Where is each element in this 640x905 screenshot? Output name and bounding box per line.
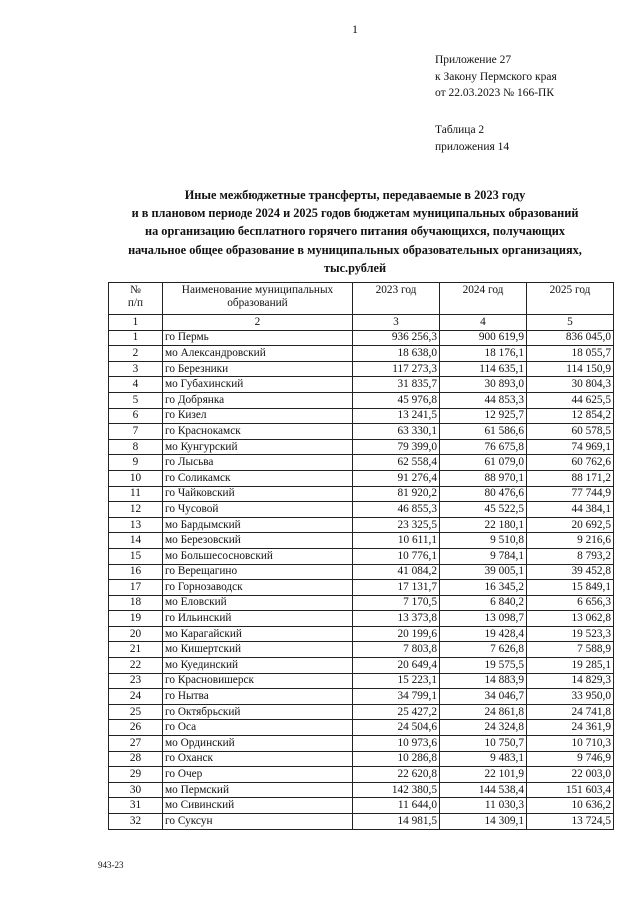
value-2025: 15 849,1: [527, 580, 614, 596]
header-number-line: п/п: [127, 297, 144, 309]
value-2024: 61 586,6: [440, 424, 527, 440]
row-number: 15: [109, 548, 163, 564]
table-row: [109, 377, 614, 393]
column-index: 5: [527, 315, 614, 331]
value-2023: 117 273,3: [353, 361, 440, 377]
value-2025: 836 045,0: [527, 330, 614, 346]
row-number: 9: [109, 455, 163, 471]
value-2024: 11 030,3: [440, 798, 527, 814]
value-2024: 9 483,1: [440, 751, 527, 767]
row-number: 23: [109, 673, 163, 689]
row-number: 7: [109, 424, 163, 440]
column-index: 1: [109, 315, 163, 331]
column-index: 3: [353, 315, 440, 331]
value-2025: 19 523,3: [527, 626, 614, 642]
municipality-name: го Соликамск: [163, 470, 353, 486]
value-2023: 91 276,4: [353, 470, 440, 486]
value-2023: 15 223,1: [353, 673, 440, 689]
value-2023: 34 799,1: [353, 689, 440, 705]
municipality-name: го Лысьва: [163, 455, 353, 471]
value-2023: 18 638,0: [353, 346, 440, 362]
appendix-line: от 22.03.2023 № 166-ПК: [435, 87, 555, 99]
value-2024: 34 046,7: [440, 689, 527, 705]
municipality-name: го Пермь: [163, 330, 353, 346]
value-2025: 18 055,7: [527, 346, 614, 362]
value-2025: 8 793,2: [527, 548, 614, 564]
row-number: 20: [109, 626, 163, 642]
value-2025: 10 710,3: [527, 736, 614, 752]
value-2023: 24 504,6: [353, 720, 440, 736]
document-title: [95, 186, 615, 277]
table-row: [109, 424, 614, 440]
value-2024: 44 853,3: [440, 392, 527, 408]
municipality-name: мо Большесосновский: [163, 548, 353, 564]
value-2025: 24 741,8: [527, 704, 614, 720]
municipality-name: мо Куединский: [163, 658, 353, 674]
municipality-name: го Кизел: [163, 408, 353, 424]
value-2024: 30 893,0: [440, 377, 527, 393]
municipality-name: го Оса: [163, 720, 353, 736]
row-number: 11: [109, 486, 163, 502]
value-2023: 936 256,3: [353, 330, 440, 346]
value-2024: 61 079,0: [440, 455, 527, 471]
row-number: 28: [109, 751, 163, 767]
value-2025: 77 744,9: [527, 486, 614, 502]
value-2023: 23 325,5: [353, 517, 440, 533]
value-2025: 30 804,3: [527, 377, 614, 393]
table-row: [109, 330, 614, 346]
table-row: [109, 564, 614, 580]
table-row: [109, 517, 614, 533]
municipality-name: мо Кунгурский: [163, 439, 353, 455]
title-line: и в плановом периоде 2024 и 2025 годов бюджетам муниципальных образований: [131, 206, 579, 221]
table-reference-line: приложения 14: [435, 140, 510, 153]
table-row: [109, 595, 614, 611]
municipality-name: мо Сивинский: [163, 798, 353, 814]
value-2025: 6 656,3: [527, 595, 614, 611]
value-2023: 7 803,8: [353, 642, 440, 658]
column-index-row: [109, 315, 614, 331]
document-code: 943-23: [98, 860, 124, 870]
municipality-name: го Краснокамск: [163, 424, 353, 440]
value-2025: 7 588,9: [527, 642, 614, 658]
row-number: 4: [109, 377, 163, 393]
value-2024: 18 176,1: [440, 346, 527, 362]
header-name: [163, 283, 353, 315]
table-row: [109, 346, 614, 362]
appendix-line: Приложение 27: [435, 54, 512, 66]
municipality-name: го Верещагино: [163, 564, 353, 580]
value-2025: 13 062,8: [527, 611, 614, 627]
table-header-row: [109, 283, 614, 315]
municipality-name: мо Ординский: [163, 736, 353, 752]
value-2023: 17 131,7: [353, 580, 440, 596]
value-2023: 7 170,5: [353, 595, 440, 611]
value-2025: 13 724,5: [527, 814, 614, 830]
value-2023: 10 286,8: [353, 751, 440, 767]
value-2025: 9 746,9: [527, 751, 614, 767]
municipality-name: мо Губахинский: [163, 377, 353, 393]
municipality-name: го Оханск: [163, 751, 353, 767]
table-row: [109, 658, 614, 674]
table-row: [109, 361, 614, 377]
value-2023: 13 241,5: [353, 408, 440, 424]
page-number: 1: [352, 22, 358, 36]
municipality-name: го Очер: [163, 767, 353, 783]
header-2023: 2023 год: [353, 283, 440, 315]
row-number: 26: [109, 720, 163, 736]
municipality-name: мо Карагайский: [163, 626, 353, 642]
value-2024: 39 005,1: [440, 564, 527, 580]
value-2023: 45 976,8: [353, 392, 440, 408]
value-2025: 44 625,5: [527, 392, 614, 408]
value-2024: 144 538,4: [440, 782, 527, 798]
row-number: 30: [109, 782, 163, 798]
header-2024: 2024 год: [440, 283, 527, 315]
municipality-name: го Добрянка: [163, 392, 353, 408]
row-number: 29: [109, 767, 163, 783]
header-name-line: Наименование муниципальных: [181, 284, 334, 296]
value-2024: 13 098,7: [440, 611, 527, 627]
row-number: 10: [109, 470, 163, 486]
header-number-line: №: [130, 284, 141, 296]
header-name-line: образований: [227, 297, 288, 309]
table-row: [109, 408, 614, 424]
table-row: [109, 704, 614, 720]
municipality-name: мо Бардымский: [163, 517, 353, 533]
table-row: [109, 642, 614, 658]
municipality-name: го Октябрьский: [163, 704, 353, 720]
row-number: 27: [109, 736, 163, 752]
row-number: 5: [109, 392, 163, 408]
table-row: [109, 767, 614, 783]
appendix-line: к Закону Пермского края: [435, 70, 557, 83]
title-line: тыс.рублей: [323, 260, 387, 275]
municipality-name: мо Березовский: [163, 533, 353, 549]
value-2023: 14 981,5: [353, 814, 440, 830]
title-line: Иные межбюджетные трансферты, передаваемые в 2023 году: [184, 188, 526, 202]
row-number: 18: [109, 595, 163, 611]
value-2024: 10 750,7: [440, 736, 527, 752]
value-2024: 12 925,7: [440, 408, 527, 424]
value-2025: 14 829,3: [527, 673, 614, 689]
table-row: [109, 470, 614, 486]
value-2023: 46 855,3: [353, 502, 440, 518]
value-2025: 88 171,2: [527, 470, 614, 486]
value-2024: 22 101,9: [440, 767, 527, 783]
value-2024: 9 510,8: [440, 533, 527, 549]
value-2023: 20 649,4: [353, 658, 440, 674]
row-number: 31: [109, 798, 163, 814]
municipality-name: мо Еловский: [163, 595, 353, 611]
value-2024: 7 626,8: [440, 642, 527, 658]
value-2023: 11 644,0: [353, 798, 440, 814]
table-row: [109, 502, 614, 518]
value-2023: 79 399,0: [353, 439, 440, 455]
value-2023: 10 776,1: [353, 548, 440, 564]
value-2025: 39 452,8: [527, 564, 614, 580]
value-2023: 20 199,6: [353, 626, 440, 642]
table-row: [109, 548, 614, 564]
value-2024: 24 324,8: [440, 720, 527, 736]
row-number: 1: [109, 330, 163, 346]
value-2024: 80 476,6: [440, 486, 527, 502]
value-2024: 19 428,4: [440, 626, 527, 642]
row-number: 25: [109, 704, 163, 720]
value-2023: 22 620,8: [353, 767, 440, 783]
value-2023: 25 427,2: [353, 704, 440, 720]
table-row: [109, 611, 614, 627]
row-number: 17: [109, 580, 163, 596]
table-row: [109, 439, 614, 455]
value-2023: 63 330,1: [353, 424, 440, 440]
table-reference: [435, 122, 509, 155]
municipality-name: го Ильинский: [163, 611, 353, 627]
municipality-name: го Суксун: [163, 814, 353, 830]
value-2025: 60 762,6: [527, 455, 614, 471]
row-number: 32: [109, 814, 163, 830]
value-2025: 10 636,2: [527, 798, 614, 814]
row-number: 8: [109, 439, 163, 455]
value-2025: 22 003,0: [527, 767, 614, 783]
value-2025: 9 216,6: [527, 533, 614, 549]
value-2025: 44 384,1: [527, 502, 614, 518]
row-number: 3: [109, 361, 163, 377]
municipality-name: го Чайковский: [163, 486, 353, 502]
value-2025: 12 854,2: [527, 408, 614, 424]
title-line: начальное общее образование в муниципальных образовательных организациях,: [128, 242, 582, 257]
table-row: [109, 751, 614, 767]
value-2024: 22 180,1: [440, 517, 527, 533]
row-number: 21: [109, 642, 163, 658]
value-2024: 76 675,8: [440, 439, 527, 455]
value-2025: 33 950,0: [527, 689, 614, 705]
value-2024: 6 840,2: [440, 595, 527, 611]
value-2025: 24 361,9: [527, 720, 614, 736]
value-2023: 142 380,5: [353, 782, 440, 798]
value-2024: 88 970,1: [440, 470, 527, 486]
row-number: 2: [109, 346, 163, 362]
municipality-name: го Красновишерск: [163, 673, 353, 689]
value-2025: 74 969,1: [527, 439, 614, 455]
table-row: [109, 673, 614, 689]
municipality-name: го Нытва: [163, 689, 353, 705]
table-row: [109, 533, 614, 549]
table-row: [109, 814, 614, 830]
row-number: 13: [109, 517, 163, 533]
municipality-name: го Березники: [163, 361, 353, 377]
value-2023: 10 611,1: [353, 533, 440, 549]
table-row: [109, 782, 614, 798]
row-number: 16: [109, 564, 163, 580]
municipality-name: го Горнозаводск: [163, 580, 353, 596]
appendix-reference: [435, 52, 557, 102]
municipality-name: мо Кишертский: [163, 642, 353, 658]
table-row: [109, 798, 614, 814]
table-row: [109, 626, 614, 642]
municipality-name: мо Александровский: [163, 346, 353, 362]
table-row: [109, 689, 614, 705]
table-row: [109, 392, 614, 408]
value-2023: 62 558,4: [353, 455, 440, 471]
row-number: 12: [109, 502, 163, 518]
value-2025: 60 578,5: [527, 424, 614, 440]
value-2023: 31 835,7: [353, 377, 440, 393]
value-2024: 45 522,5: [440, 502, 527, 518]
row-number: 6: [109, 408, 163, 424]
value-2024: 14 883,9: [440, 673, 527, 689]
municipality-name: мо Пермский: [163, 782, 353, 798]
row-number: 19: [109, 611, 163, 627]
value-2025: 151 603,4: [527, 782, 614, 798]
transfers-table: [108, 282, 614, 830]
value-2025: 20 692,5: [527, 517, 614, 533]
value-2024: 19 575,5: [440, 658, 527, 674]
header-number: [109, 283, 163, 315]
value-2023: 13 373,8: [353, 611, 440, 627]
header-2025: 2025 год: [527, 283, 614, 315]
value-2024: 9 784,1: [440, 548, 527, 564]
value-2024: 114 635,1: [440, 361, 527, 377]
value-2023: 81 920,2: [353, 486, 440, 502]
column-index: 2: [163, 315, 353, 331]
value-2024: 14 309,1: [440, 814, 527, 830]
title-line: на организацию бесплатного горячего питания обучающихся, получающих: [145, 224, 565, 239]
value-2024: 24 861,8: [440, 704, 527, 720]
table-row: [109, 580, 614, 596]
value-2025: 114 150,9: [527, 361, 614, 377]
row-number: 14: [109, 533, 163, 549]
table-row: [109, 486, 614, 502]
column-index: 4: [440, 315, 527, 331]
value-2023: 10 973,6: [353, 736, 440, 752]
value-2024: 900 619,9: [440, 330, 527, 346]
municipality-name: го Чусовой: [163, 502, 353, 518]
row-number: 22: [109, 658, 163, 674]
table-reference-line: Таблица 2: [435, 124, 485, 136]
value-2023: 41 084,2: [353, 564, 440, 580]
table-row: [109, 720, 614, 736]
table-row: [109, 736, 614, 752]
value-2024: 16 345,2: [440, 580, 527, 596]
table-row: [109, 455, 614, 471]
row-number: 24: [109, 689, 163, 705]
value-2025: 19 285,1: [527, 658, 614, 674]
